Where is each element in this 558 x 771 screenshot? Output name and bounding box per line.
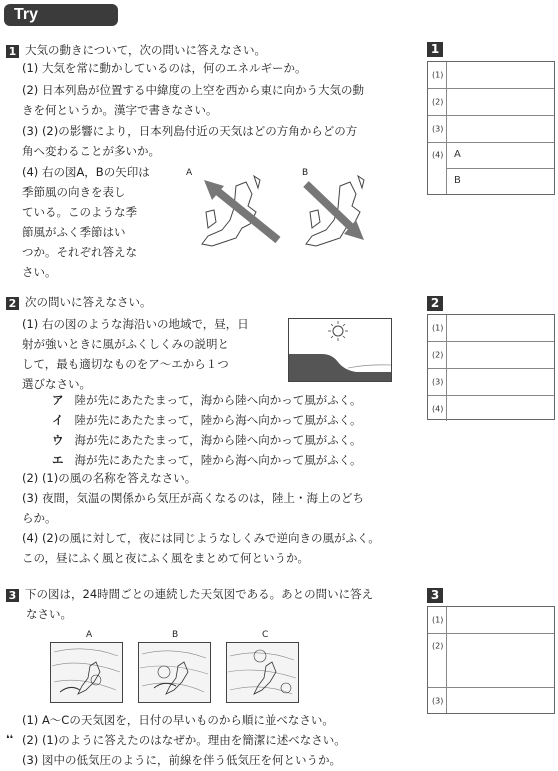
q2-item: (3) 夜間，気温の関係から気圧が高くなるのは，陸上・海上のどち (22, 491, 364, 505)
q1-item: (4) 右の図A，Bの矢印は (22, 165, 150, 179)
answer1-row[interactable] (428, 143, 554, 194)
q3-title (6, 584, 373, 604)
fig-a-label: A (186, 168, 193, 178)
q3-item: (1) A～Cの天気図を，日付の早いものから順に並べなさい。 (22, 713, 334, 727)
choice-key: ウ (52, 433, 64, 447)
q1-number: 1 (6, 45, 19, 58)
weather-map-c (227, 643, 299, 703)
answer2-row[interactable] (428, 396, 554, 421)
q1-title-text: 大気の動きについて，次の問いに答えなさい。 (25, 43, 267, 57)
answer2-row[interactable] (428, 315, 554, 342)
row-label: (3) (432, 124, 444, 134)
q2-item: らか。 (22, 511, 57, 525)
q2-item: この，昼にふく風と夜にふく風をまとめて何というか。 (22, 551, 310, 565)
fig-b-label: B (302, 168, 309, 178)
choice-text: 陸が先にあたたまって，陸から海へ向かって風がふく。 (74, 413, 362, 427)
challenge-mark: ❛❛ (6, 734, 13, 745)
answer3-row[interactable] (428, 607, 554, 634)
answer3-header: 3 (427, 588, 443, 603)
weather-maps (50, 642, 310, 704)
try-header: Try (4, 4, 118, 26)
q2-item: (2) (1)の風の名称を答えなさい。 (22, 471, 197, 485)
row-label: (1) (432, 323, 444, 333)
answer1-row[interactable] (428, 89, 554, 116)
answer1-row[interactable] (428, 62, 554, 89)
q1-item: さい。 (22, 265, 57, 279)
choice-key: ア (52, 393, 64, 407)
q1-item: 節風がふく季節はい (22, 225, 126, 239)
q3-item: (2) (1)のように答えたのはなぜか。理由を簡潔に述べなさい。 (22, 733, 346, 747)
q1-item: つか。それぞれ答えな (22, 245, 137, 259)
q2-item: 射が強いときに風がふくしくみの説明と (22, 337, 229, 351)
row-label: (2) (432, 350, 444, 360)
q2-item: (4) (2)の風に対して，夜には同じようなしくみで逆向きの風がふく。 (22, 531, 380, 545)
q2-title-text: 次の問いに答えなさい。 (25, 295, 152, 309)
row-label: (2) (432, 97, 444, 107)
choice-text: 陸が先にあたたまって，海から陸へ向かって風がふく。 (74, 393, 362, 407)
q2-item: (1) 右の図のような海沿いの地域で，昼，日 (22, 317, 249, 331)
answer1-box (427, 61, 555, 195)
row-label: (3) (432, 696, 444, 705)
row-label: (2) (432, 641, 444, 651)
q1-item: ている。このような季 (22, 205, 137, 219)
q1-item: 角へ変わることが多いか。 (22, 144, 160, 158)
q1-item: (3) (2)の影響により，日本列島付近の天気はどの方角からどの方 (22, 124, 358, 138)
q2-title (6, 292, 152, 312)
q3-item: (3) 図中の低気圧のように，前線を伴う低気圧を何というか。 (22, 753, 341, 767)
answer2-row[interactable] (428, 342, 554, 369)
sub-label-b: B (454, 175, 461, 186)
answer1-row[interactable] (428, 116, 554, 143)
answer3-row[interactable] (428, 634, 554, 688)
choice-key: エ (52, 453, 64, 467)
q3-title-text: 下の図は，24時間ごとの連続した天気図である。あとの問いに答え (25, 587, 374, 601)
row-label: (3) (432, 377, 444, 387)
q2-item: 選びなさい。 (22, 377, 91, 391)
q2-item: して，最も適切なものをア～エから１つ (22, 357, 229, 371)
sub-label-a: A (454, 149, 461, 160)
row-label: (1) (432, 615, 444, 625)
answer2-header: 2 (427, 296, 443, 311)
map-label-a: A (86, 630, 93, 640)
q1-item: (1) 大気を常に動かしているのは，何のエネルギーか。 (22, 61, 307, 75)
q1-item: きを何というか。漢字で書きなさい。 (22, 103, 218, 117)
map-b-figure (292, 172, 392, 254)
q2-number: 2 (6, 297, 19, 310)
answer3-box (427, 606, 555, 714)
q3-number: 3 (6, 589, 19, 602)
map-a-figure (188, 172, 288, 254)
row-label: (1) (432, 70, 444, 80)
q1-item: 季節風の向きを表し (22, 185, 126, 199)
weather-map-a (51, 643, 123, 703)
answer2-row[interactable] (428, 369, 554, 396)
seaside-figure (288, 318, 392, 382)
q3-title-cont: なさい。 (26, 607, 72, 621)
map-label-c: C (262, 630, 269, 640)
q1-item: (2) 日本列島が位置する中緯度の上空を西から東に向かう大気の動 (22, 83, 364, 97)
weather-map-b (139, 643, 211, 703)
answer1-header: 1 (427, 42, 443, 57)
answer2-box (427, 314, 555, 420)
row-label: (4) (432, 404, 444, 413)
choice-text: 海が先にあたたまって，海から陸へ向かって風がふく。 (74, 433, 362, 447)
choice-text: 海が先にあたたまって，陸から海へ向かって風がふく。 (74, 453, 362, 467)
row-label: (4) (432, 150, 444, 160)
q1-title (6, 40, 266, 60)
choice-key: イ (52, 413, 64, 427)
answer3-row[interactable] (428, 688, 554, 713)
map-label-b: B (172, 630, 179, 640)
